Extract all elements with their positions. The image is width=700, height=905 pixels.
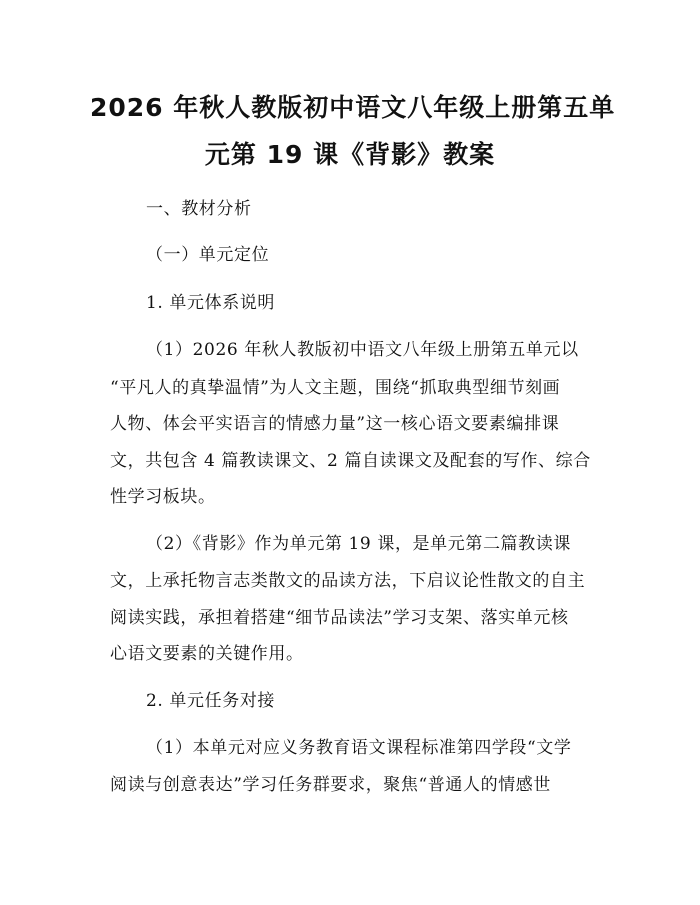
subsection-heading: （一）单元定位: [146, 245, 270, 265]
paragraph-2-line-1: （2）《背影》作为单元第 19 课，是单元第二篇教读课: [146, 534, 571, 554]
paragraph-1-line-3: 人物、体会平实语言的情感力量”这一核心语文要素编排课: [110, 414, 560, 434]
item-heading-2: 2. 单元任务对接: [146, 691, 276, 711]
paragraph-3-line-1: （1）本单元对应义务教育语文课程标准第四学段“文学: [146, 738, 572, 758]
paragraph-1-line-4: 文，共包含 4 篇教读课文、2 篇自读课文及配套的写作、综合: [110, 451, 591, 471]
paragraph-1-line-1: （1）2026 年秋人教版初中语文八年级上册第五单元以: [146, 340, 579, 360]
paragraph-2-line-3: 阅读实践，承担着搭建“细节品读法”学习支架、落实单元核: [110, 608, 569, 628]
item-heading-1: 1. 单元体系说明: [146, 293, 276, 313]
section-heading: 一、教材分析: [146, 199, 252, 219]
paragraph-3-line-2: 阅读与创意表达”学习任务群要求，聚焦“普通人的情感世: [110, 775, 551, 795]
paragraph-2-line-4: 心语文要素的关键作用。: [110, 644, 304, 664]
paragraph-1-line-5: 性学习板块。: [110, 487, 216, 507]
paragraph-2-line-2: 文，上承托物言志类散文的品读方法，下启议论性散文的自主: [110, 571, 586, 591]
document-title-line-1: 2026 年秋人教版初中语文八年级上册第五单: [90, 93, 616, 122]
document-title-line-2: 元第 19 课《背影》教案: [204, 140, 496, 169]
paragraph-1-line-2: “平凡人的真挚温情”为人文主题，围绕“抓取典型细节刻画: [110, 378, 561, 398]
